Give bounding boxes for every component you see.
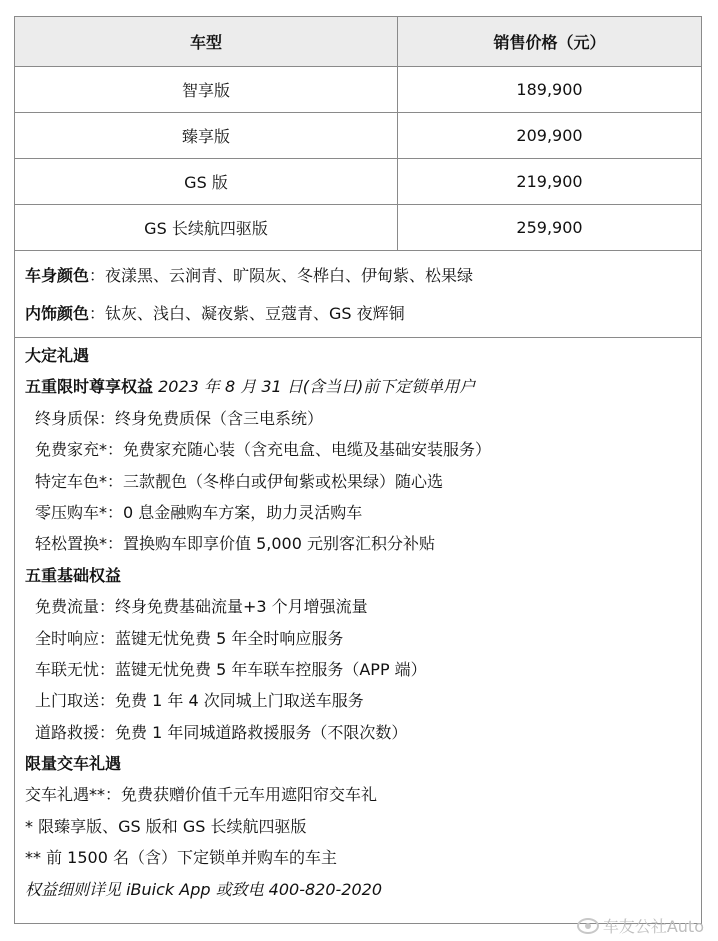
list-item: 免费流量：终身免费基础流量+3 个月增强流量 [35,597,368,617]
table-header-row [15,17,701,67]
price-sheet [14,16,702,924]
color-section [15,251,701,338]
list-item: 全时响应：蓝键无忧免费 5 年全时响应服务 [35,628,344,648]
header-price: 销售价格（元） [398,17,702,67]
section3-title: 限量交车礼遇 [25,754,122,774]
list-item: 免费家充*：免费家充随心装（含充电盒、电缆及基础安装服务） [35,440,492,460]
list-item: 零压购车*：0 息金融购车方案，助力灵活购车 [35,502,363,522]
body-color-value: ：夜漾黑、云涧青、旷陨灰、冬桦白、伊甸紫、松果绿 [89,266,474,285]
price-cell: 259,900 [398,205,702,251]
section1-note: 2023 年 8 月 31 日(含当日)前下定锁单用户 [153,377,476,397]
table-row [15,159,701,205]
footnote-2: ** 前 1500 名（含）下定锁单并购车的车主 [25,848,337,868]
section2-title: 五重基础权益 [25,565,122,585]
model-cell: 臻享版 [15,113,398,159]
list-item: 道路救援：免费 1 年同城道路救援服务（不限次数） [35,722,408,742]
model-cell: 智享版 [15,67,398,113]
weibo-icon [577,918,599,934]
footer-note: 权益细则详见 iBuick App 或致电 400-820-2020 [25,879,383,899]
list-item: 特定车色*：三款靓色（冬桦白或伊甸紫或松果绿）随心选 [35,471,444,491]
watermark [577,914,704,937]
section3-item: 交车礼遇**：免费获赠价值千元车用遮阳帘交车礼 [25,785,378,805]
footnote-1: * 限臻享版、GS 版和 GS 长续航四驱版 [25,816,307,836]
table-row [15,205,701,251]
interior-color-value: ：钛灰、浅白、凝夜紫、豆蔻青、GS 夜辉铜 [89,304,405,323]
list-item: 轻松置换*：置换购车即享价值 5,000 元别客汇积分补贴 [35,534,435,554]
header-model: 车型 [15,17,398,67]
watermark-text: 车友公社Auto [602,917,704,936]
interior-color-line [25,295,701,333]
offers-title: 大定礼遇 [25,346,90,365]
interior-color-label: 内饰颜色 [25,304,90,323]
section1-title: 五重限时尊享权益 [25,377,154,397]
list-item: 上门取送：免费 1 年 4 次同城上门取送车服务 [35,691,364,711]
offers-section [15,338,701,905]
price-cell: 189,900 [398,67,702,113]
model-cell: GS 长续航四驱版 [15,205,398,251]
model-cell: GS 版 [15,159,398,205]
price-cell: 219,900 [398,159,702,205]
section1-heading [25,371,701,402]
price-table [15,17,701,251]
price-cell: 209,900 [398,113,702,159]
body-color-label: 车身颜色 [25,266,90,285]
table-row [15,67,701,113]
body-color-line [25,257,701,295]
list-item: 车联无忧：蓝键无忧免费 5 年车联车控服务（APP 端） [35,659,427,679]
list-item: 终身质保：终身免费质保（含三电系统） [35,408,324,428]
table-row [15,113,701,159]
